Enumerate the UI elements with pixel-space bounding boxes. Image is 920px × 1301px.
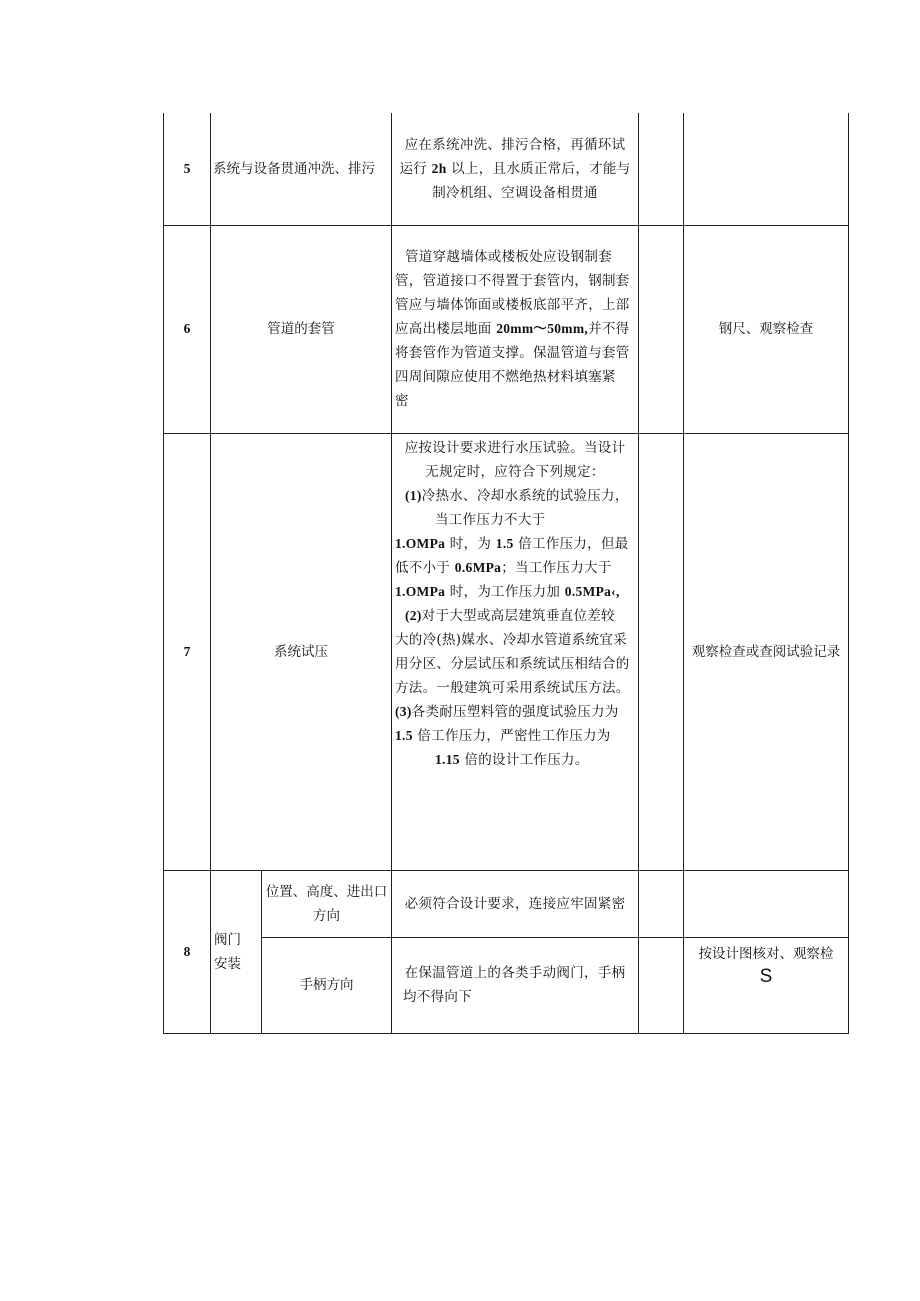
- requirement-line: 大的冷(热)媒水、冷却水管道系统宜采: [395, 631, 627, 648]
- blank-cell: [639, 433, 684, 870]
- method-cell: [684, 937, 849, 1033]
- blank-cell: [639, 937, 684, 1033]
- requirement-line: 应在系统冲洗、排污合格，再循环试: [404, 136, 626, 153]
- requirement-line: 制冷机组、空调设备相贯通: [432, 184, 598, 201]
- requirement-cell: 必须符合设计要求，连接应牢固紧密: [392, 870, 639, 937]
- blank-cell: [639, 870, 684, 937]
- sub-item-name: 位置、高度、进出口方向: [262, 870, 392, 937]
- requirement-line: 方法。一般建筑可采用系统试压方法。: [395, 679, 630, 696]
- table-row: [164, 113, 849, 225]
- row-number: 7: [164, 433, 211, 870]
- requirement-line: 管道穿越墙体或楼板处应设钢制套: [405, 249, 612, 265]
- requirement-line: 管，管道接口不得置于套管内，钢制套: [395, 273, 630, 289]
- requirement-line: 运行 2h 以上，且水质正常后，才能与: [399, 160, 631, 177]
- item-name: 管道的套管: [211, 225, 392, 433]
- requirement-line: 应按设计要求进行水压试验。当设计: [404, 439, 626, 456]
- group-name: [211, 870, 262, 1033]
- requirement-cell: [392, 113, 639, 225]
- blank-cell: [639, 225, 684, 433]
- table-row: [164, 433, 849, 870]
- blank-cell: [639, 113, 684, 225]
- row-number: 6: [164, 225, 211, 433]
- requirement-line: 将套管作为管道支撑。保温管道与套管: [395, 345, 630, 361]
- method-tail: S: [759, 965, 773, 987]
- requirement-line: (3)各类耐压塑料管的强度试验压力为: [395, 703, 619, 720]
- requirement-line: 1.5 倍工作压力，严密性工作压力为: [395, 727, 611, 744]
- table-row: [164, 937, 849, 1033]
- sub-item-name: 手柄方向: [262, 937, 392, 1033]
- requirement-line: 用分区、分层试压和系统试压相结合的: [395, 655, 630, 672]
- table-row: [164, 225, 849, 433]
- requirement-line: (1)冷热水、冷却水系统的试验压力，: [405, 487, 629, 504]
- table-row: [164, 870, 849, 937]
- requirement-line: 密: [395, 393, 409, 409]
- method-cell: 钢尺、观察检查: [684, 225, 849, 433]
- requirement-line: 应高出楼层地面 20mm～50mm,并不得: [395, 321, 630, 337]
- item-name: 系统试压: [211, 433, 392, 870]
- item-name: 系统与设备贯通冲洗、排污: [211, 113, 392, 225]
- method-cell: [684, 870, 849, 937]
- requirement-line: 低不小于 0.6MPa；当工作压力大于: [395, 559, 612, 576]
- requirement-line: 四周间隙应使用不燃绝热材料填塞紧: [395, 369, 616, 385]
- requirement-line: 1.OMPa 时，为 1.5 倍工作压力，但最: [395, 535, 629, 552]
- method-cell: [684, 113, 849, 225]
- row-number: 5: [164, 113, 211, 225]
- inspection-table: [163, 113, 849, 1034]
- requirement-cell: [392, 937, 639, 1033]
- requirement-line: 在保温管道上的各类手动阀门，手柄: [404, 965, 626, 981]
- method-cell: 观察检查或查阅试验记录: [684, 433, 849, 870]
- requirement-cell: [392, 433, 639, 870]
- requirement-line: 无规定时，应符合下列规定：: [425, 463, 605, 480]
- group-label: 阀门安装: [214, 931, 241, 972]
- requirement-line: 当工作压力不大于: [435, 511, 546, 528]
- requirement-line: 均不得向下: [403, 989, 472, 1005]
- row-number: 8: [164, 870, 211, 1033]
- requirement-line: (2)对于大型或高层建筑垂直位差较: [405, 607, 615, 624]
- requirement-line: 1.OMPa 时，为工作压力加 0.5MPa‹,: [395, 583, 620, 600]
- requirement-cell: [392, 225, 639, 433]
- requirement-line: 1.15 倍的设计工作压力。: [435, 751, 589, 768]
- requirement-line: 管应与墙体饰面或楼板底部平齐，上部: [395, 297, 630, 313]
- method-text: 按设计图核对、观察检: [698, 945, 834, 962]
